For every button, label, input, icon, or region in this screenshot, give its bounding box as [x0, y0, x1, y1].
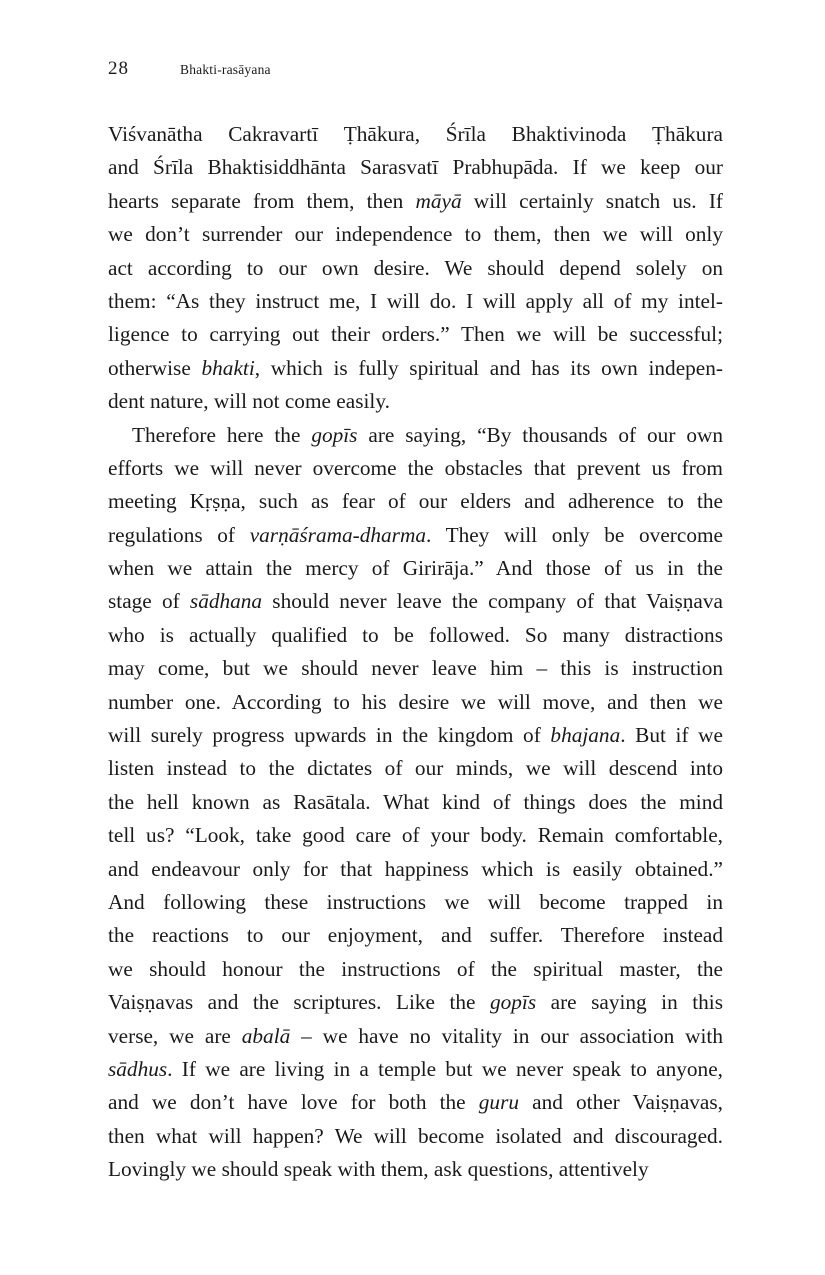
text-line [108, 318, 723, 351]
text-line [108, 1053, 723, 1086]
text-line [108, 552, 723, 585]
text-run: them: “As they instruct me, I will do. I will apply all of my intel- [108, 288, 723, 313]
text-run: are saying, “By thousands of our own [357, 422, 723, 447]
text-run: are saying in this [536, 990, 723, 1015]
italic-term: bhajana [550, 723, 621, 748]
text-line [108, 953, 723, 986]
text-run: And following these instructions we will become trapped in [108, 889, 723, 914]
text-run: will certainly snatch us. If [461, 188, 723, 213]
text-run: , which is fully spiritual and has its own indepen- [254, 355, 723, 380]
text-line [108, 886, 723, 919]
text-line [108, 986, 723, 1019]
text-run: regulations of [108, 522, 250, 547]
paragraph [108, 118, 723, 419]
text-line [108, 419, 723, 452]
running-header [108, 58, 723, 80]
text-run: act according to our own desire. We should depend solely on [108, 255, 723, 280]
text-line [108, 853, 723, 886]
text-run: Therefore here the [132, 422, 312, 447]
running-title: Bhakti-rasāyana [180, 62, 271, 77]
text-run: the reactions to our enjoyment, and suffer. Therefore instead [108, 923, 723, 948]
text-run: dent nature, will not come easily. [108, 389, 390, 414]
text-run: stage of [108, 589, 190, 614]
text-run: and Śrīla Bhaktisiddhānta Sarasvatī Prabhupāda. If we keep our [108, 155, 723, 180]
italic-term: guru [478, 1090, 519, 1115]
text-run: ligence to carrying out their orders.” Then we will be successful; [108, 322, 723, 347]
text-line [108, 619, 723, 652]
text-line [108, 252, 723, 285]
italic-term: abalā [241, 1023, 291, 1048]
text-run: when we attain the mercy of Girirāja.” And those of us in the [108, 556, 723, 581]
text-run: and endeavour only for that happiness which is easily obtained.” [108, 856, 723, 881]
text-run: efforts we will never overcome the obstacles that prevent us from [108, 455, 723, 480]
text-line [108, 585, 723, 618]
text-line [108, 218, 723, 251]
text-line [108, 285, 723, 318]
text-run: . They will only be overcome [425, 522, 723, 547]
page-number: 28 [108, 58, 129, 79]
text-run: . But if we [620, 723, 723, 748]
italic-term: sādhus [108, 1056, 168, 1081]
text-line [108, 452, 723, 485]
text-line [108, 185, 723, 218]
text-line [108, 686, 723, 719]
italic-term: varṇāśrama-dharma [249, 522, 426, 547]
text-run: then what will happen? We will become isolated and discouraged. [108, 1123, 723, 1148]
text-run: may come, but we should never leave him – this is instruction [108, 656, 723, 681]
italic-term: gopīs [489, 990, 537, 1015]
text-line [108, 1086, 723, 1119]
text-line [108, 1120, 723, 1153]
text-run: meeting Kṛṣṇa, such as fear of our elders and adherence to the [108, 489, 723, 514]
text-line [108, 652, 723, 685]
text-run: verse, we are [108, 1023, 242, 1048]
text-run: listen instead to the dictates of our minds, we will descend into [108, 756, 723, 781]
text-run: otherwise [108, 355, 202, 380]
text-run: tell us? “Look, take good care of your body. Remain comfortable, [108, 823, 723, 848]
body-text [108, 118, 723, 1187]
text-run: will surely progress upwards in the kingdom of [108, 723, 551, 748]
text-line [108, 819, 723, 852]
text-line [108, 352, 723, 385]
text-line [108, 919, 723, 952]
text-run: and other Vaiṣṇavas, [519, 1090, 723, 1115]
italic-term: bhakti [201, 355, 255, 380]
text-run: we should honour the instructions of the spiritual master, the [108, 956, 723, 981]
text-line [108, 151, 723, 184]
text-line [108, 118, 723, 151]
text-line [108, 385, 723, 418]
text-run: who is actually qualified to be followed. So many distractions [108, 622, 723, 647]
text-run: – we have no vitality in our association with [290, 1023, 723, 1048]
text-line [108, 485, 723, 518]
paragraph [108, 419, 723, 1187]
text-line [108, 519, 723, 552]
text-run: Viśvanātha Cakravartī Ṭhākura, Śrīla Bhaktivinoda Ṭhākura [108, 122, 723, 146]
text-line [108, 752, 723, 785]
text-line [108, 786, 723, 819]
text-run: and we don’t have love for both the [108, 1090, 479, 1115]
text-run: the hell known as Rasātala. What kind of things does the mind [108, 789, 723, 814]
italic-term: gopīs [311, 422, 358, 447]
italic-term: māyā [415, 188, 462, 213]
text-run: Vaiṣṇavas and the scriptures. Like the [108, 990, 490, 1015]
text-line [108, 1020, 723, 1053]
text-run: should never leave the company of that Vaiṣṇava [262, 589, 723, 614]
text-run: . If we are living in a temple but we never speak to anyone, [167, 1056, 723, 1081]
text-run: Lovingly we should speak with them, ask questions, attentively [108, 1157, 649, 1182]
text-run: number one. According to his desire we will move, and then we [108, 689, 723, 714]
italic-term: sādhana [189, 589, 263, 614]
text-line [108, 1153, 723, 1186]
text-line [108, 719, 723, 752]
text-run: hearts separate from them, then [108, 188, 416, 213]
text-run: we don’t surrender our independence to them, then we will only [108, 222, 723, 247]
